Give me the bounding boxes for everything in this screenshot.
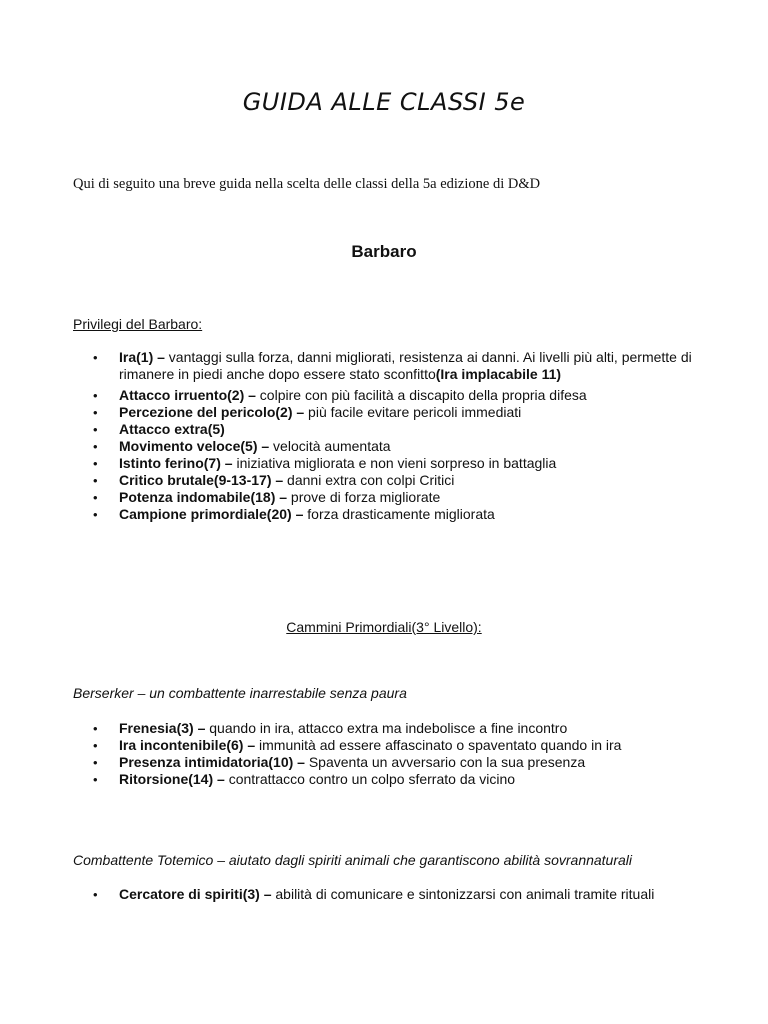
list-item [73,771,713,788]
feature-desc: immunità ad essere affascinato o spaventato quando in ira [255,737,622,753]
list-item [73,506,713,523]
feature-desc: più facile evitare pericoli immediati [304,404,522,420]
berserker-heading: Berserker – un combattente inarrestabile senza paura [73,685,407,701]
berserker-list [73,720,713,788]
list-item [73,737,713,754]
feature-name: Attacco extra(5) [119,421,225,437]
feature-name: Ira(1) – [119,349,165,365]
feature-name: Presenza intimidatoria(10) – [119,754,305,770]
list-item [73,472,713,489]
feature-desc: iniziativa migliorata e non vieni sorpreso in battaglia [232,455,557,471]
paths-heading: Cammini Primordiali(3° Livello): [286,619,482,635]
feature-desc: vantaggi sulla forza, danni migliorati, resistenza ai danni. Ai livelli più alti, permette di rimanere in piedi anche dopo essere stato sconfitto [119,349,692,382]
feature-desc: quando in ira, attacco extra ma indebolisce a fine incontro [205,720,568,736]
totem-list [73,886,713,903]
feature-name: Frenesia(3) – [119,720,206,736]
intro-paragraph: Qui di seguito una breve guida nella scelta delle classi della 5a edizione di D&D [73,176,541,192]
feature-name: Potenza indomabile(18) – [119,489,288,505]
feature-name: Critico brutale(9-13-17) – [119,472,284,488]
feature-desc: danni extra con colpi Critici [283,472,455,488]
list-item [73,455,713,472]
privileges-heading: Privilegi del Barbaro: [73,316,203,332]
list-item [73,387,713,404]
feature-desc: prove di forza migliorate [287,489,441,505]
feature-name: Cercatore di spiriti(3) – [119,886,272,902]
feature-desc: colpire con più facilità a discapito della propria difesa [255,387,587,403]
totem-heading: Combattente Totemico – aiutato dagli spiriti animali che garantiscono abilità sovrannaturali [73,852,633,868]
section-title: Barbaro [351,242,417,261]
feature-name: Percezione del pericolo(2) – [119,404,305,420]
feature-desc: velocità aumentata [269,438,391,454]
list-item [73,886,713,903]
feature-name: Ira incontenibile(6) – [119,737,256,753]
list-item [73,489,713,506]
list-item [73,404,713,421]
feature-desc: contrattacco contro un colpo sferrato da vicino [224,771,516,787]
feature-desc: Spaventa un avversario con la sua presenza [304,754,586,770]
list-item [73,754,713,771]
feature-name: Attacco irruento(2) – [119,387,256,403]
list-item [73,349,713,383]
document-title: GUIDA ALLE CLASSI 5e [242,88,526,116]
feature-name: Movimento veloce(5) – [119,438,270,454]
feature-name: Istinto ferino(7) – [119,455,233,471]
privileges-list [73,349,713,523]
list-item [73,720,713,737]
feature-name: Ritorsione(14) – [119,771,225,787]
feature-desc: forza drasticamente migliorata [303,506,495,522]
feature-extra: (Ira implacabile 11) [435,366,562,382]
feature-name: Campione primordiale(20) – [119,506,304,522]
list-item [73,438,713,455]
feature-desc: abilità di comunicare e sintonizzarsi con animali tramite rituali [271,886,655,902]
list-item [73,421,713,438]
